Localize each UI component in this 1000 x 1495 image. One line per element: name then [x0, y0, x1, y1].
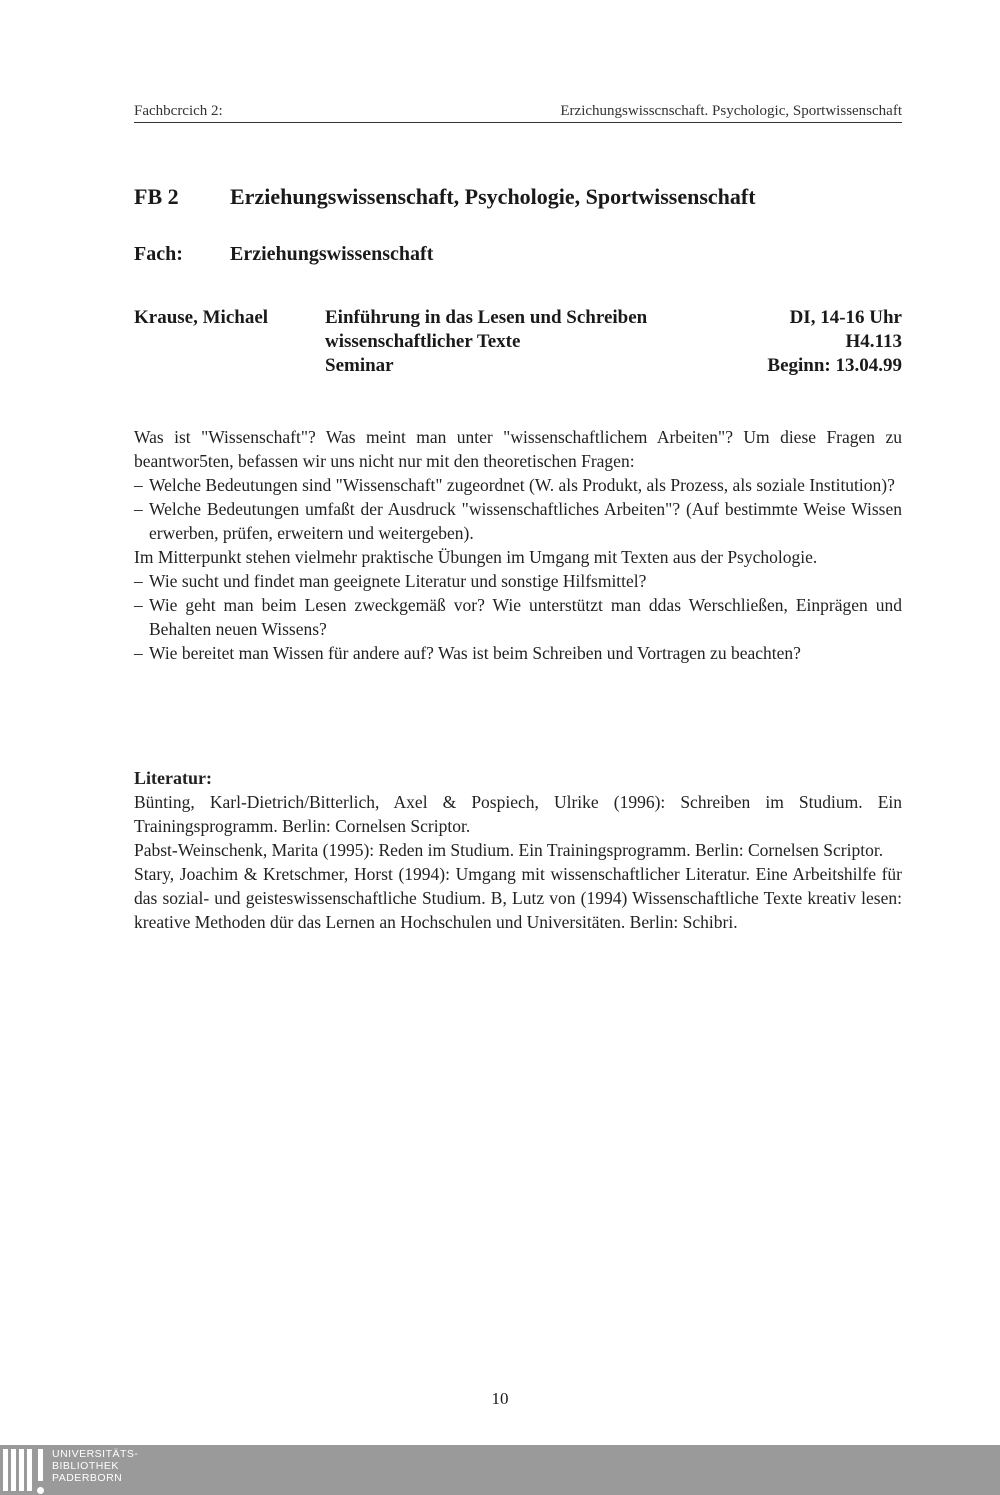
question-list-1: [134, 473, 902, 545]
question-list-2: [134, 569, 902, 665]
course-description: [134, 425, 902, 665]
logo-bar-icon: [38, 1449, 43, 1481]
header-rule: [134, 122, 902, 123]
course-type: Seminar: [325, 355, 394, 376]
list-item: – Welche Bedeutungen umfaßt der Ausdruck "wissenschaftliches Arbeiten"? (Auf bestimmte Weise Wissen erwerben, prüfen, erweitern und weitergeben).: [134, 499, 902, 543]
running-header: [134, 103, 902, 123]
list-item: – Welche Bedeutungen sind "Wissenschaft" zugeordnet (W. als Produkt, als Prozess, als soziale Institution)?: [134, 475, 895, 495]
list-item: – Wie bereitet man Wissen für andere auf? Was ist beim Schreiben und Vortragen zu beachten?: [134, 643, 801, 663]
subject-heading: [134, 243, 433, 266]
faculty-code: FB 2: [134, 184, 179, 209]
subject-label: Fach:: [134, 243, 183, 265]
list-item: – Wie geht man beim Lesen zweckgemäß vor? Wie unterstützt man ddas Werschließen, Einprägen und Behalten neuen Wissens?: [134, 595, 902, 639]
course-lecturer: Krause, Michael: [134, 307, 269, 328]
logo-bar-icon: [19, 1449, 24, 1491]
literature-entry: Stary, Joachim & Kretschmer, Horst (1994): Umgang mit wissenschaftlicher Literatur. Eine Arbeitshilfe für das sozial- und geisteswissenschaftliche Studium. B, Lutz von (1994) Wissenschaftliche Texte kreativ lesen: kreative Methoden dür das Lernen an Hochschulen und Universitäten. Berlin: Schibri.: [134, 864, 902, 932]
description-middle: Im Mitterpunkt stehen vielmehr praktische Übungen im Umgang mit Texten aus der Psychologie.: [134, 547, 818, 567]
library-footer-bar: [0, 1445, 1000, 1495]
faculty-name: Erziehungswissenschaft, Psychologie, Sportwissenschaft: [230, 184, 756, 209]
literature-entry: Bünting, Karl-Dietrich/Bitterlich, Axel & Pospiech, Ulrike (1996): Schreiben im Studium. Ein Trainingsprogramm. Berlin: Cornelsen Scriptor.: [134, 792, 902, 836]
library-name-line3: PADERBORN: [52, 1472, 123, 1484]
course-title-line1: Einführung in das Lesen und Schreiben: [325, 307, 648, 328]
course-title-block: [325, 306, 745, 378]
library-name-line2: BIBLIOTHEK: [52, 1460, 119, 1472]
literature-section: [134, 766, 902, 934]
course-start: Beginn: 13.04.99: [767, 355, 902, 376]
page-number: 10: [491, 1389, 509, 1408]
library-logo: [0, 1445, 150, 1495]
course-time: DI, 14-16 Uhr: [789, 307, 902, 328]
logo-bar-icon: [27, 1449, 32, 1491]
literature-heading: Literatur:: [134, 768, 212, 788]
logo-bar-icon: [3, 1449, 8, 1491]
logo-dot-icon: [37, 1487, 44, 1494]
literature-entry: Pabst-Weinschenk, Marita (1995): Reden im Studium. Ein Trainingsprogramm. Berlin: Cornelsen Scriptor.: [134, 840, 884, 860]
description-intro: Was ist "Wissenschaft"? Was meint man unter "wissenschaftlichem Arbeiten"? Um diese Fragen zu beantwor5ten, befassen wir uns nicht nur mit den theoretischen Fragen:: [134, 427, 902, 471]
course-schedule: [767, 306, 902, 378]
logo-bar-icon: [11, 1449, 16, 1491]
subject-name: Erziehungswissenschaft: [230, 243, 434, 265]
library-name-line1: UNIVERSITÄTS-: [52, 1448, 139, 1460]
course-title-line2: wissenschaftlicher Texte: [325, 331, 521, 352]
header-department: Fachbcrcich 2:: [134, 103, 223, 119]
header-fields: Erzichungswisscnschaft. Psychologic, Sportwissenschaft: [560, 103, 902, 119]
library-name: [52, 1448, 138, 1484]
course-room: H4.113: [845, 331, 902, 352]
list-item: – Wie sucht und findet man geeignete Literatur und sonstige Hilfsmittel?: [134, 571, 647, 591]
faculty-heading: [134, 184, 756, 210]
